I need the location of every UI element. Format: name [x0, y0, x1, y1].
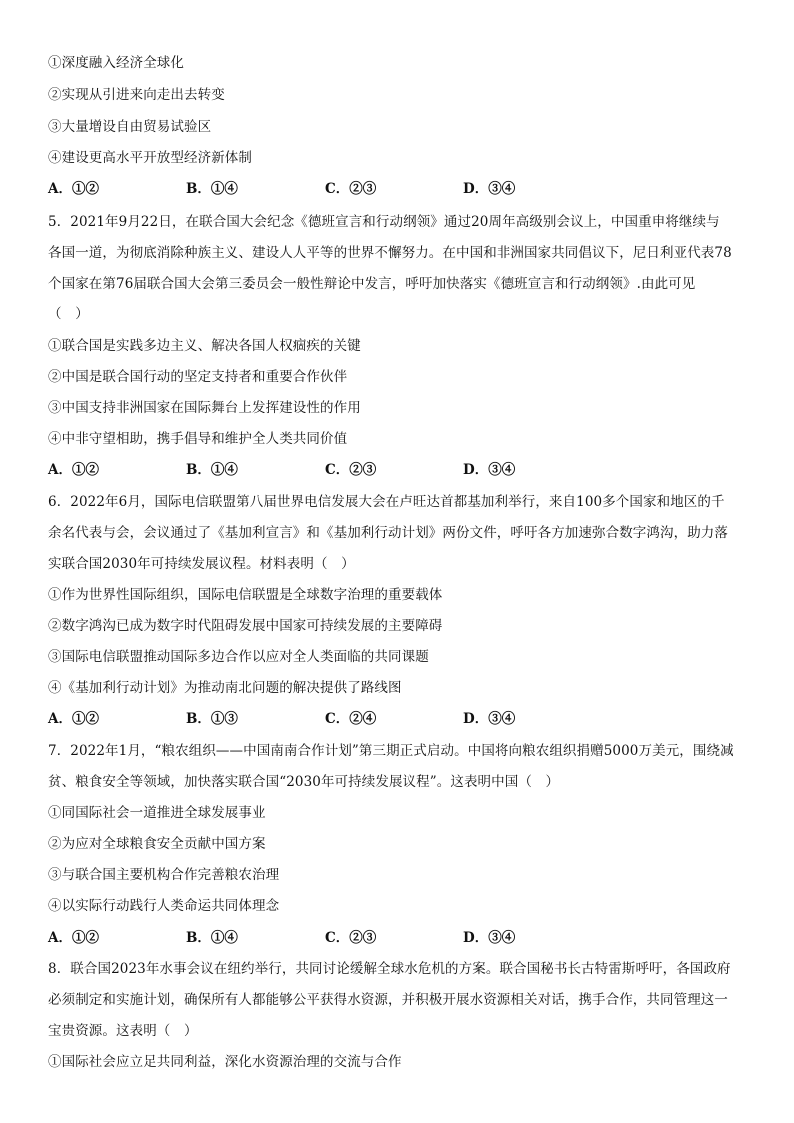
q4-answer-choices	[48, 179, 748, 199]
q5-option-2: ②中国是联合国行动的坚定支持者和重要合作伙伴	[48, 369, 348, 385]
q7-answer-choices	[48, 928, 748, 948]
q5-option-1: ①联合国是实践多边主义、解决各国人权痼疾的关键	[48, 338, 361, 354]
q6-stem-line-1: 6．2022年6月，国际电信联盟第八届世界电信发展大会在卢旺达首都基加利举行，来自100多个国家和地区的千	[48, 494, 725, 510]
q7-option-4: ④以实际行动践行人类命运共同体理念	[48, 898, 280, 914]
q6-stem-line-3: 实联合国2030年可持续发展议程。材料表明（ ）	[48, 556, 355, 572]
q7-stem-line-1: 7．2022年1月，“粮农组织——中国南南合作计划”第三期正式启动。中国将向粮农组织捐赠5000万美元，围绕减	[48, 743, 734, 759]
q5-choice-a[interactable]: A．①②	[48, 462, 99, 478]
q4-choice-d[interactable]: D．③④	[463, 181, 516, 197]
q4-choice-c[interactable]: C．②③	[325, 181, 377, 197]
q5-option-4: ④中非守望相助，携手倡导和维护全人类共同价值	[48, 431, 348, 447]
q5-answer-choices	[48, 460, 748, 480]
q7-option-2: ②为应对全球粮食安全贡献中国方案	[48, 836, 266, 852]
q7-choice-d[interactable]: D．③④	[463, 930, 516, 946]
q6-choice-c[interactable]: C．②④	[325, 711, 377, 727]
q8-stem-line-3: 宝贵资源。这表明（ ）	[48, 1023, 198, 1039]
q5-choice-b[interactable]: B．①④	[186, 462, 238, 478]
q8-option-1: ①国际社会应立足共同利益，深化水资源治理的交流与合作	[48, 1054, 402, 1070]
q4-option-2: ②实现从引进来向走出去转变	[48, 87, 225, 103]
q6-stem-line-2: 余名代表与会，会议通过了《基加利宣言》和《基加利行动计划》两份文件，呼吁各方加速弥合数字鸿沟，助力落	[48, 525, 728, 541]
q4-option-4: ④建设更高水平开放型经济新体制	[48, 150, 252, 166]
q5-choice-c[interactable]: C．②③	[325, 462, 377, 478]
q6-option-1: ①作为世界性国际组织，国际电信联盟是全球数字治理的重要载体	[48, 587, 443, 603]
q7-choice-a[interactable]: A．①②	[48, 930, 99, 946]
q5-stem-line-2: 各国一道，为彻底消除种族主义、建设人人平等的世界不懈努力。在中国和非洲国家共同倡议下，尼日利亚代表78	[48, 245, 732, 261]
q6-option-3: ③国际电信联盟推动国际多边合作以应对全人类面临的共同课题	[48, 649, 429, 665]
q7-stem-line-2: 贫、粮食安全等领域，加快落实联合国“2030年可持续发展议程”。这表明中国（ ）	[48, 774, 560, 790]
q7-option-1: ①同国际社会一道推进全球发展事业	[48, 805, 266, 821]
q7-choice-c[interactable]: C．②③	[325, 930, 377, 946]
q8-stem-line-2: 必须制定和实施计划，确保所有人都能够公平获得水资源，并积极开展水资源相关对话，携手合作，共同管理这一	[48, 992, 728, 1008]
q4-option-1: ①深度融入经济全球化	[48, 55, 184, 71]
q6-answer-choices	[48, 709, 748, 729]
q5-stem-line-4: （ ）	[48, 306, 89, 322]
q6-choice-d[interactable]: D．③④	[463, 711, 516, 727]
q8-stem-line-1: 8．联合国2023年水事会议在纽约举行，共同讨论缓解全球水危机的方案。联合国秘书长古特雷斯呼吁，各国政府	[48, 961, 731, 977]
q5-stem-line-1: 5．2021年9月22日，在联合国大会纪念《德班宣言和行动纲领》通过20周年高级别会议上，中国重申将继续与	[48, 214, 720, 230]
q5-choice-d[interactable]: D．③④	[463, 462, 516, 478]
q6-choice-b[interactable]: B．①③	[186, 711, 238, 727]
q5-stem-line-3: 个国家在第76届联合国大会第三委员会一般性辩论中发言，呼吁加快落实《德班宣言和行动纲领》.由此可见	[48, 276, 696, 292]
q6-option-4: ④《基加利行动计划》为推动南北问题的解决提供了路线图	[48, 680, 402, 696]
q6-choice-a[interactable]: A．①②	[48, 711, 99, 727]
q6-option-2: ②数字鸿沟已成为数字时代阻碍发展中国家可持续发展的主要障碍	[48, 618, 443, 634]
q5-option-3: ③中国支持非洲国家在国际舞台上发挥建设性的作用	[48, 400, 361, 416]
q4-choice-b[interactable]: B．①④	[186, 181, 238, 197]
q4-option-3: ③大量增设自由贸易试验区	[48, 119, 212, 135]
q4-choice-a[interactable]: A．①②	[48, 181, 99, 197]
q7-choice-b[interactable]: B．①④	[186, 930, 238, 946]
q7-option-3: ③与联合国主要机构合作完善粮农治理	[48, 867, 280, 883]
